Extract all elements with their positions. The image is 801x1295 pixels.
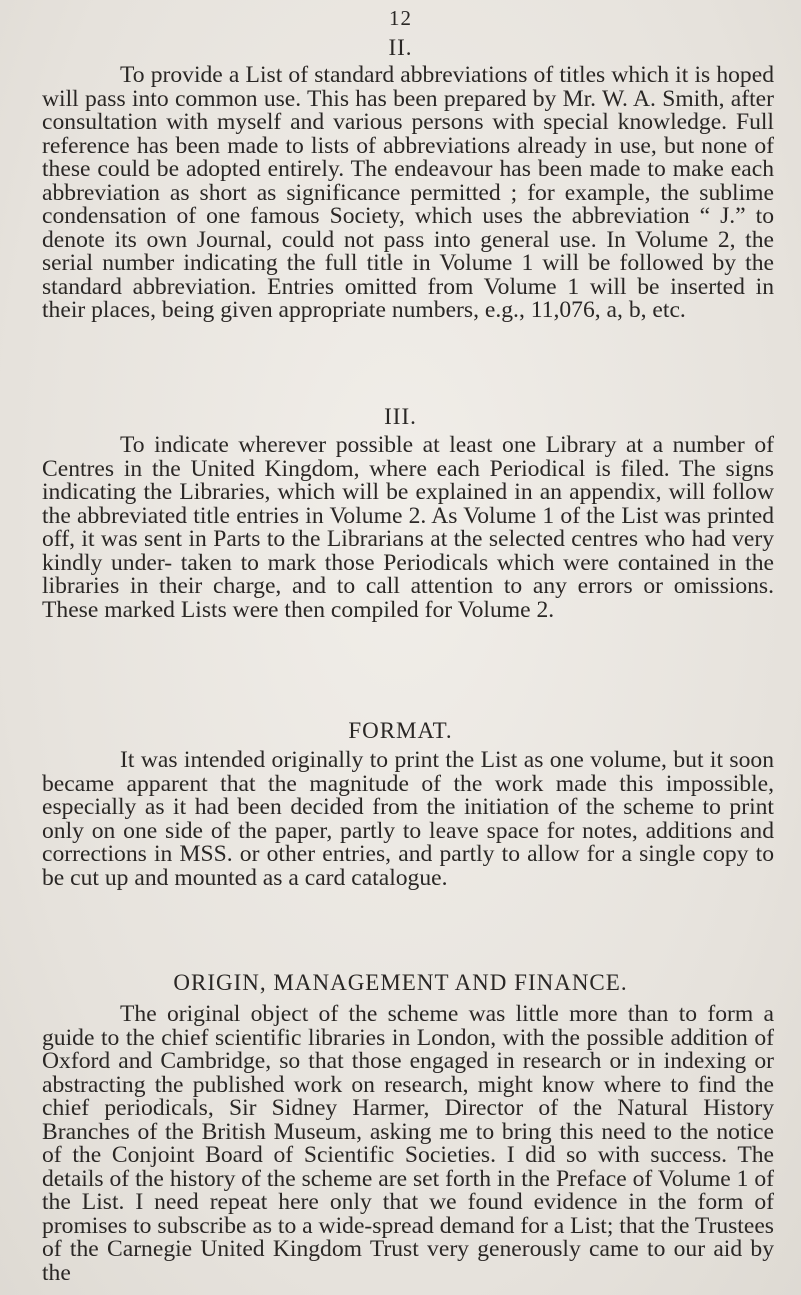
origin-heading: ORIGIN, MANAGEMENT AND FINANCE. xyxy=(173,970,628,995)
section-2-paragraph: To provide a List of standard abbreviations of titles which it is hoped will pass into common use. This has been prepared by Mr. W. A. Smith, after consultation with myself and various persons with special knowledge. Full reference has been made to lists of abbreviations already in use, but none of these could be adopted entirely. The endeavour has been made to make each abbreviation as short as significance permitted ; for example, the sublime condensation of one famous Society, which uses the abbreviation “ J.” to denote its own Journal, could not pass into general use. In Volume 2, the serial number indicating the full title in Volume 1 will be followed by the standard abbreviation. Entries omitted from Volume 1 will be inserted in their places, being given appropriate numbers, e.g., 11,076, a, b, etc. xyxy=(42,62,774,323)
section-2-heading: II. xyxy=(388,35,413,60)
page-number: 12 xyxy=(389,6,412,30)
section-3-heading: III. xyxy=(384,404,417,429)
origin-paragraph: The original object of the scheme was little more than to form a guide to the chief scientific libraries in London, with the possible addition of Oxford and Cambridge, so that those engaged in research or in indexing or abstracting the published work on research, might know where to find the chief periodicals, Sir Sidney Harmer, Director of the Natural History Branches of the British Museum, asking me to bring this need to the notice of the Conjoint Board of Scientific Societies. I did so with success. The details of the history of the scheme are set forth in the Preface of Volume 1 of the List. I need repeat here only that we found evidence in the form of promises to subscribe as to a wide-spread demand for a List; that the Trustees of the Carnegie United Kingdom Trust very generously came to our aid by the xyxy=(42,1001,774,1286)
section-3-paragraph: To indicate wherever possible at least one Library at a number of Centres in the United Kingdom, where each Periodical is filed. The signs indicating the Libraries, which will be explained in an appendix, will follow the abbreviated title entries in Volume 2. As Volume 1 of the List was printed off, it was sent in Parts to the Librarians at the selected centres who had very kindly under- taken to mark those Periodicals which were contained in the libraries in their charge, and to call attention to any errors or omissions. These marked Lists were then compiled for Volume 2. xyxy=(42,432,774,623)
format-paragraph: It was intended originally to print the List as one volume, but it soon became apparent that the magnitude of the work made this impossible, especially as it had been decided from the initiation of the scheme to print only on one side of the paper, partly to leave space for notes, additions and corrections in MSS. or other entries, and partly to allow for a single copy to be cut up and mounted as a card catalogue. xyxy=(42,747,774,891)
format-heading: FORMAT. xyxy=(348,718,453,743)
